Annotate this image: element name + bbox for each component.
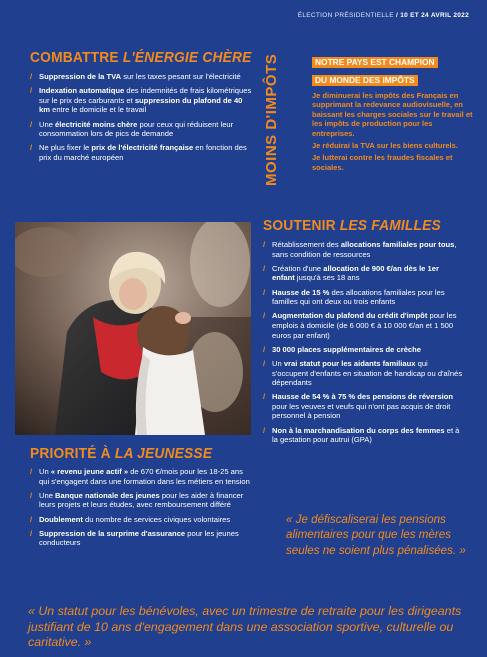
section-title-impots: MOINS D'IMPÔTS: [263, 53, 280, 186]
impots-block: [312, 52, 477, 172]
list-item: / 30 000 places supplémentaires de crèche: [263, 345, 463, 355]
list-item: / Une Banque nationale des jeunes pour les aider à financer leurs projets et leurs études, avec remboursement différé: [30, 491, 250, 510]
section-title-energie: COMBATTRE L'ÉNERGIE CHÈRE: [30, 49, 252, 66]
header-label: ÉLECTION PRÉSIDENTIELLE: [297, 12, 394, 19]
list-item: / Un « revenu jeune actif » de 670 €/mois pour les 18-25 ans qui s'engagent dans une formation dans les métiers en tension: [30, 467, 250, 486]
list-item: / Doublement du nombre de services civiques volontaires: [30, 515, 250, 525]
list-item: / Hausse de 54 % à 75 % des pensions de réversion pour les veuves et veufs qui n'ont pas acquis de droit personnel à pension: [263, 392, 463, 421]
list-jeunesse: [30, 467, 250, 553]
impots-paragraph: Je diminuerai les impôts des Français en supprimant la redevance audiovisuelle, en baissant les charges sociales sur le travail et les impôts de production pour les entreprises.: [312, 91, 473, 138]
list-item: / Une électricité moins chère pour ceux qui réduisent leur consommation lors de pics de demande: [30, 120, 252, 139]
list-item: / Suppression de la surprime d'assurance pour les jeunes conducteurs: [30, 529, 250, 548]
impots-headline-2: DU MONDE DES IMPÔTS: [312, 75, 418, 86]
list-item: / Création d'une allocation de 900 €/an dès le 1er enfant jusqu'à ses 18 ans: [263, 264, 463, 283]
impots-paragraph: Je lutterai contre les fraudes fiscales et sociales.: [312, 153, 453, 172]
list-item: / Rétablissement des allocations familiales pour tous, sans condition de ressources: [263, 240, 463, 259]
section-title-familles: SOUTENIR LES FAMILLES: [263, 217, 441, 234]
quote-benevoles: « Un statut pour les bénévoles, avec un trimestre de retraite pour les dirigeants justifiant de 10 ans d'engagement dans une association sportive, culturelle ou caritative. »: [28, 604, 462, 650]
list-familles: [263, 240, 463, 449]
list-item: / Augmentation du plafond du crédit d'impôt pour les emplois à domicile (de 6 000 € à 10 000 €/an et 1 500 euros par enfant): [263, 311, 463, 340]
photo-illustration: [15, 222, 251, 435]
list-item: / Indexation automatique des indemnités de frais kilométriques sur le prix des carburants et suppression du plafond de 40 km entre le domicile et le travail: [30, 86, 252, 115]
list-item: / Hausse de 15 % des allocations familiales pour les familles qui ont deux ou trois enfants: [263, 288, 463, 307]
header-dates: 10 ET 24 AVRIL 2022: [400, 12, 469, 19]
impots-headline-1: NOTRE PAYS EST CHAMPION: [312, 57, 438, 68]
list-item: / Ne plus fixer le prix de l'électricité française en fonction des prix du marché européen: [30, 143, 252, 162]
list-item: / Un vrai statut pour les aidants familiaux qui s'occupent d'enfants en situation de handicap ou d'aînés dépendants: [263, 359, 463, 388]
list-item: / Suppression de la TVA sur les taxes pesant sur l'électricité: [30, 72, 252, 82]
section-title-jeunesse: PRIORITÉ À LA JEUNESSE: [30, 445, 213, 462]
quote-pensions-alimentaires: « Je défiscaliserai les pensions alimentaires pour que les mères seules ne soient plus pénalisées. »: [286, 513, 466, 557]
page-header: ÉLECTION PRÉSIDENTIELLE / 10 ET 24 AVRIL 2022: [297, 12, 469, 19]
list-item: / Non à la marchandisation du corps des femmes et à la gestation pour autrui (GPA): [263, 426, 463, 445]
list-energie: [30, 72, 252, 167]
impots-paragraph: Je réduirai la TVA sur les biens culturels.: [312, 141, 458, 151]
campaign-photo: [15, 222, 251, 435]
